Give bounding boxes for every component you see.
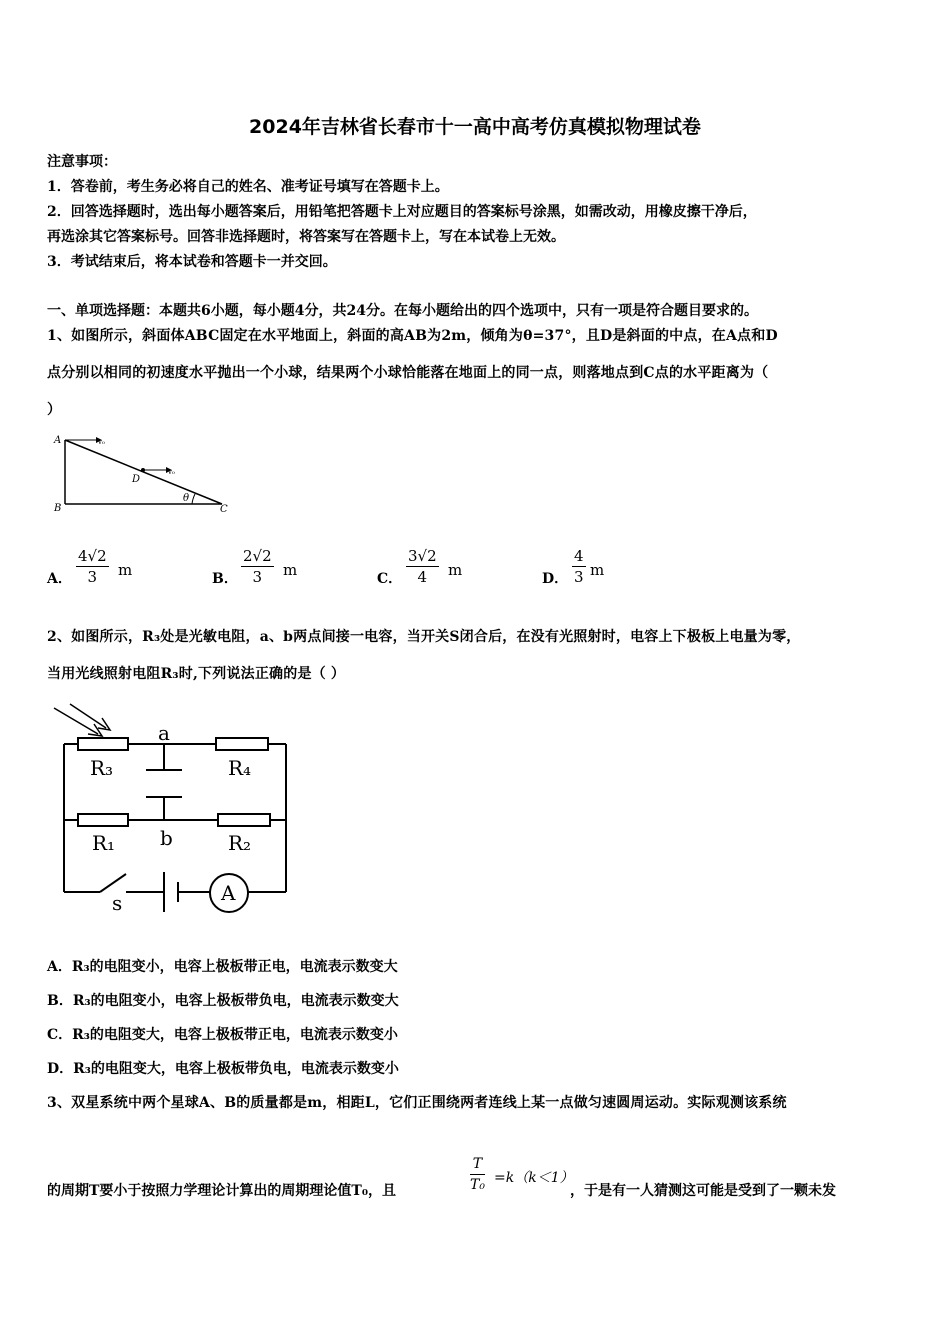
q1-line-2: 点分别以相同的初速度水平抛出一个小球，结果两个小球恰能落在地面上的同一点，则落地点到C点的水平距离为（ xyxy=(47,365,769,381)
q3-line-2-pre: 的周期T要小于按照力学理论计算出的周期理论值T₀，且 xyxy=(47,1183,396,1199)
q1-line-3: ） xyxy=(47,402,62,418)
notice-item-2-cont: 再选涂其它答案标号。回答非选择题时，将答案写在答题卡上，写在本试卷上无效。 xyxy=(47,229,565,245)
q1-option-b-num: 2√2 xyxy=(243,547,272,565)
notice-item-2: 2．回答选择题时，选出每小题答案后，用铅笔把答题卡上对应题目的答案标号涂黑，如需改动，用橡皮擦干净后， xyxy=(47,204,757,220)
q1-option-b-unit: m xyxy=(283,561,298,579)
q1-option-c-unit: m xyxy=(448,561,463,579)
label-b: B xyxy=(54,503,62,514)
q1-option-d-fraction xyxy=(572,546,586,587)
q1-option-d-letter: D． xyxy=(542,571,569,587)
circuit-label-a: a xyxy=(158,721,170,745)
circuit-label-s: s xyxy=(112,891,123,915)
q3-formula-rhs: =k（k＜1） xyxy=(494,1170,574,1186)
q1-option-b-den: 3 xyxy=(252,568,263,586)
page-title: 2024年吉林省长春市十一高中高考仿真模拟物理试卷 xyxy=(249,116,701,138)
q1-option-d-unit: m xyxy=(590,561,605,579)
q3-line-2-post: ，于是有一人猜测这可能是受到了一颗未发 xyxy=(570,1183,836,1199)
q1-option-a-den: 3 xyxy=(87,568,98,586)
q1-option-a-fraction xyxy=(76,546,109,587)
circuit-label-r1: R₁ xyxy=(92,831,116,855)
label-d: D xyxy=(132,474,141,485)
q2-option-c: C．R₃的电阻变大，电容上极板带正电，电流表示数变小 xyxy=(47,1027,398,1043)
q1-option-a-unit: m xyxy=(118,561,133,579)
incline-figure xyxy=(50,432,240,517)
q1-line-1: 1、如图所示，斜面体ABC固定在水平地面上，斜面的高AB为2m，倾角为θ=37°，且D是斜面的中点，在A点和D xyxy=(47,328,778,344)
q2-option-a: A．R₃的电阻变小，电容上极板带正电，电流表示数变大 xyxy=(47,959,398,975)
circuit-figure xyxy=(46,700,296,922)
label-v0-d: v₀ xyxy=(168,468,175,476)
q1-option-c-letter: C． xyxy=(377,571,403,587)
q1-option-a-num: 4√2 xyxy=(78,547,107,565)
label-theta: θ xyxy=(183,493,190,504)
label-c: C xyxy=(220,504,228,515)
notice-item-3: 3．考试结束后，将本试卷和答题卡一并交回。 xyxy=(47,254,337,270)
q1-option-a-letter: A． xyxy=(47,571,72,587)
ammeter-label: A xyxy=(221,881,236,905)
q1-option-c-den: 4 xyxy=(417,568,428,586)
notice-heading: 注意事项： xyxy=(47,154,117,170)
q2-option-d: D．R₃的电阻变大，电容上极板带负电，电流表示数变小 xyxy=(47,1061,399,1077)
notice-item-1: 1．答卷前，考生务必将自己的姓名、准考证号填写在答题卡上。 xyxy=(47,179,449,195)
q1-option-b-letter: B． xyxy=(212,571,238,587)
circuit-label-b: b xyxy=(160,826,173,850)
q1-option-b-fraction xyxy=(241,546,274,587)
section-heading: 一、单项选择题：本题共6小题，每小题4分，共24分。在每小题给出的四个选项中，只有一项是符合题目要求的。 xyxy=(47,303,758,319)
label-a: A xyxy=(54,435,62,446)
q3-formula-fraction xyxy=(470,1154,485,1195)
q1-option-c-fraction xyxy=(406,546,439,587)
circuit-label-r4: R₄ xyxy=(228,756,252,780)
q3-formula-den: T₀ xyxy=(470,1177,485,1193)
q3-formula-num: T xyxy=(470,1154,485,1175)
q2-line-2: 当用光线照射电阻R₃时,下列说法正确的是（ ） xyxy=(47,666,346,682)
q1-option-d-den: 3 xyxy=(574,568,584,586)
q1-option-c-num: 3√2 xyxy=(408,547,437,565)
label-v0-a: v₀ xyxy=(98,438,105,446)
q1-option-d-num: 4 xyxy=(574,547,584,565)
circuit-label-r3: R₃ xyxy=(90,756,114,780)
q3-line-1: 3、双星系统中两个星球A、B的质量都是m，相距L，它们正围绕两者连线上某一点做匀速圆周运动。实际观测该系统 xyxy=(47,1095,787,1111)
q2-line-1: 2、如图所示，R₃处是光敏电阻，a、b两点间接一电容，当开关S闭合后，在没有光照射时，电容上下极板上电量为零， xyxy=(47,629,801,645)
circuit-label-r2: R₂ xyxy=(228,831,252,855)
q2-option-b: B．R₃的电阻变小，电容上极板带负电，电流表示数变大 xyxy=(47,993,399,1009)
